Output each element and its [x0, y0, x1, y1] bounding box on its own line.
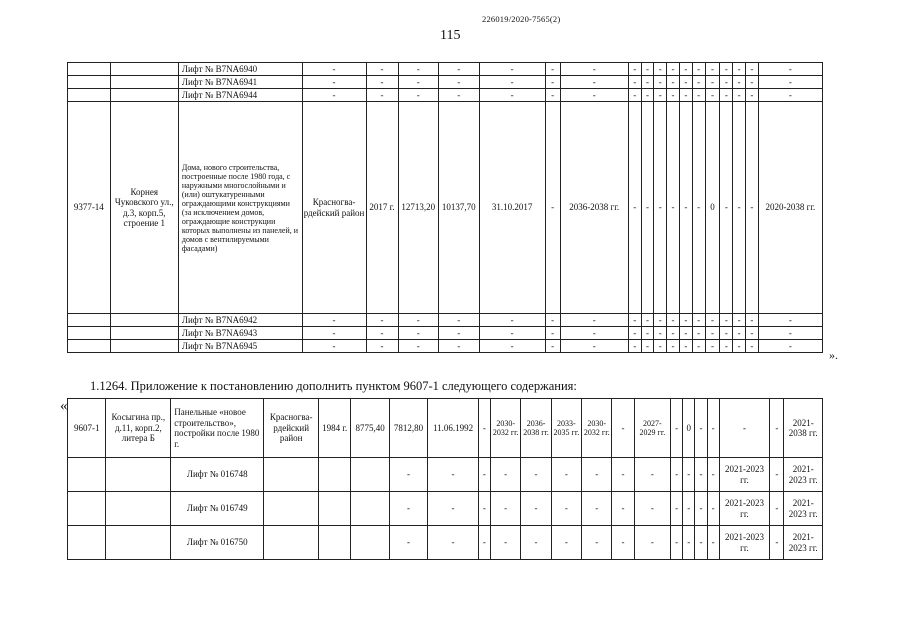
value-cell: -	[671, 458, 683, 492]
value-cell: -	[490, 458, 520, 492]
empty-cell	[351, 492, 389, 526]
document-id: 226019/2020-7565(2)	[482, 14, 561, 24]
building-number: 9377-14	[68, 102, 111, 314]
value-cell: -	[521, 458, 551, 492]
value-cell: -	[654, 63, 667, 76]
value-cell: -	[628, 102, 641, 314]
value-cell: -	[641, 89, 654, 102]
value-cell: -	[679, 89, 692, 102]
lift-name-cell: Лифт № B7NA6942	[178, 314, 302, 327]
value-cell: -	[705, 76, 720, 89]
value-cell: -	[695, 399, 707, 458]
total-period-cell: 2021-2038 гг.	[784, 399, 823, 458]
value-cell: -	[683, 526, 695, 560]
value-cell: -	[628, 327, 641, 340]
empty-cell	[110, 327, 178, 340]
empty-cell	[264, 458, 319, 492]
value-cell: -	[705, 314, 720, 327]
empty-cell	[68, 63, 111, 76]
closing-quote: ».	[829, 348, 838, 362]
address-cell: Косыгина пр., д.11, корп.2, литера Б	[106, 399, 171, 458]
value-cell: -	[745, 340, 758, 353]
period-cell: 2036-2038 гг.	[521, 399, 551, 458]
value-cell: -	[389, 526, 427, 560]
empty-cell	[68, 76, 111, 89]
value-cell: -	[733, 340, 746, 353]
value-cell: -	[707, 492, 719, 526]
table-row	[68, 89, 823, 102]
value-cell: -	[628, 340, 641, 353]
page-number: 115	[440, 28, 461, 43]
value-cell: -	[479, 89, 545, 102]
empty-cell	[110, 89, 178, 102]
value-cell: -	[302, 327, 366, 340]
value-cell: -	[641, 102, 654, 314]
value-cell: -	[707, 399, 719, 458]
value-cell: -	[551, 526, 581, 560]
table-row	[68, 340, 823, 353]
value-cell: -	[679, 76, 692, 89]
value-cell: -	[366, 63, 398, 76]
value-cell: -	[398, 327, 439, 340]
district-cell: Красногва-рдейский район	[264, 399, 319, 458]
empty-cell	[318, 526, 350, 560]
value-cell: -	[302, 314, 366, 327]
value-cell: -	[582, 458, 612, 492]
date-cell: 11.06.1992	[428, 399, 479, 458]
value-cell: -	[490, 526, 520, 560]
value-cell: -	[692, 102, 705, 314]
value-cell: -	[479, 327, 545, 340]
value-cell: -	[745, 63, 758, 76]
value-cell: -	[366, 340, 398, 353]
value-cell: -	[679, 102, 692, 314]
value-cell: -	[745, 89, 758, 102]
value-cell: -	[733, 102, 746, 314]
table-row	[68, 102, 823, 314]
value-cell: -	[479, 63, 545, 76]
value-cell: -	[545, 102, 560, 314]
value-cell: -	[560, 63, 628, 76]
value-cell: -	[692, 327, 705, 340]
value-cell: -	[560, 89, 628, 102]
period-cell: 2030-2032 гг.	[490, 399, 520, 458]
empty-cell	[264, 492, 319, 526]
value-cell: -	[612, 458, 634, 492]
value-cell: -	[758, 340, 822, 353]
total-period-cell: 2021-2023 гг.	[784, 458, 823, 492]
value-cell: -	[389, 458, 427, 492]
value-cell: -	[366, 314, 398, 327]
empty-cell	[68, 458, 106, 492]
value-cell: -	[398, 89, 439, 102]
value-cell: -	[683, 492, 695, 526]
value-cell: -	[641, 314, 654, 327]
empty-cell	[68, 492, 106, 526]
value-cell: -	[720, 327, 733, 340]
value-cell: -	[439, 89, 480, 102]
value-cell: -	[720, 102, 733, 314]
value-cell: -	[560, 76, 628, 89]
value-cell: -	[428, 492, 479, 526]
value-cell: -	[758, 89, 822, 102]
value-cell: -	[398, 314, 439, 327]
value-cell: -	[654, 314, 667, 327]
empty-cell	[106, 526, 171, 560]
value-cell: -	[758, 314, 822, 327]
value-cell: -	[733, 327, 746, 340]
value-cell: -	[733, 314, 746, 327]
value-cell: -	[641, 63, 654, 76]
total-period-cell: 2021-2023 гг.	[784, 492, 823, 526]
value-cell: -	[671, 399, 683, 458]
empty-cell	[351, 526, 389, 560]
value-cell: -	[745, 102, 758, 314]
value-cell: -	[560, 314, 628, 327]
year-cell: 1984 г.	[318, 399, 350, 458]
table-row	[68, 63, 823, 76]
value-cell: -	[692, 63, 705, 76]
value-cell: -	[692, 89, 705, 102]
value-cell: -	[692, 340, 705, 353]
empty-cell	[68, 526, 106, 560]
empty-cell	[110, 340, 178, 353]
value-cell: -	[545, 63, 560, 76]
value-cell: -	[628, 89, 641, 102]
value-cell: -	[720, 340, 733, 353]
lift-name-cell: Лифт № 016748	[171, 458, 264, 492]
table-row	[68, 526, 823, 560]
value-cell: -	[667, 76, 680, 89]
table-row	[68, 399, 823, 458]
value-cell: -	[720, 76, 733, 89]
value-cell: -	[667, 340, 680, 353]
value-cell: -	[398, 76, 439, 89]
table-row	[68, 314, 823, 327]
value-cell: -	[720, 314, 733, 327]
description-cell: Панельные «новое строительство», постройки после 1980 г.	[171, 399, 264, 458]
value-cell: -	[439, 63, 480, 76]
value-cell: -	[679, 327, 692, 340]
value-cell: -	[479, 340, 545, 353]
value-cell: -	[770, 492, 784, 526]
value-cell: -	[366, 89, 398, 102]
value-cell: -	[667, 63, 680, 76]
period-cell: 2030-2032 гг.	[582, 399, 612, 458]
value-cell: -	[671, 492, 683, 526]
value-cell: -	[612, 526, 634, 560]
value-cell: -	[428, 526, 479, 560]
value-cell: -	[634, 492, 670, 526]
value-cell: -	[733, 76, 746, 89]
lift-name-cell: Лифт № B7NA6945	[178, 340, 302, 353]
period-cell: 2036-2038 гг.	[560, 102, 628, 314]
value-cell: -	[695, 526, 707, 560]
lift-name-cell: Лифт № B7NA6944	[178, 89, 302, 102]
value-cell: -	[302, 340, 366, 353]
value-cell: -	[545, 340, 560, 353]
area2-cell: 10137,70	[439, 102, 480, 314]
value-cell: -	[720, 89, 733, 102]
value-cell: -	[366, 76, 398, 89]
area1-cell: 8775,40	[351, 399, 389, 458]
value-cell: -	[439, 340, 480, 353]
address-cell: Корнея Чуковского ул., д.3, корп.5, строение 1	[110, 102, 178, 314]
empty-cell	[68, 89, 111, 102]
value-cell: 0	[683, 399, 695, 458]
empty-cell	[351, 458, 389, 492]
value-cell: -	[439, 314, 480, 327]
value-cell: -	[745, 314, 758, 327]
value-cell: -	[733, 63, 746, 76]
lift-name-cell: Лифт № B7NA6943	[178, 327, 302, 340]
lift-name-cell: Лифт № 016750	[171, 526, 264, 560]
value-cell: -	[679, 340, 692, 353]
value-cell: -	[560, 327, 628, 340]
area1-cell: 12713,20	[398, 102, 439, 314]
value-cell: -	[679, 63, 692, 76]
empty-cell	[264, 526, 319, 560]
value-cell: -	[302, 89, 366, 102]
value-cell: -	[478, 399, 490, 458]
value-cell: -	[654, 89, 667, 102]
total-period-cell: 2020-2038 гг.	[758, 102, 822, 314]
value-cell: -	[695, 492, 707, 526]
value-cell: -	[634, 458, 670, 492]
date-cell: 31.10.2017	[479, 102, 545, 314]
value-cell: -	[683, 458, 695, 492]
value-cell: -	[439, 76, 480, 89]
building-number: 9607-1	[68, 399, 106, 458]
section-heading: 1.1264. Приложение к постановлению дополнить пунктом 9607-1 следующего содержания:	[90, 379, 577, 393]
value-cell: -	[551, 492, 581, 526]
value-cell: -	[545, 314, 560, 327]
value-cell: 0	[705, 102, 720, 314]
value-cell: -	[692, 314, 705, 327]
value-cell: -	[745, 327, 758, 340]
value-cell: -	[654, 327, 667, 340]
value-cell: -	[770, 526, 784, 560]
value-cell: -	[612, 399, 634, 458]
value-cell: -	[667, 102, 680, 314]
value-cell: -	[479, 314, 545, 327]
table-row	[68, 492, 823, 526]
value-cell: -	[770, 399, 784, 458]
value-cell: -	[478, 458, 490, 492]
value-cell: -	[707, 526, 719, 560]
value-cell: -	[545, 327, 560, 340]
lift-name-cell: Лифт № B7NA6940	[178, 63, 302, 76]
table-9607-1	[67, 398, 823, 560]
value-cell: -	[720, 63, 733, 76]
value-cell: -	[428, 458, 479, 492]
value-cell: -	[479, 76, 545, 89]
table-row	[68, 458, 823, 492]
value-cell: -	[389, 492, 427, 526]
area2-cell: 7812,80	[389, 399, 427, 458]
value-cell: -	[705, 89, 720, 102]
period-cell: 2021-2023 гг.	[719, 492, 770, 526]
value-cell: -	[654, 76, 667, 89]
empty-cell	[106, 458, 171, 492]
value-cell: -	[521, 492, 551, 526]
value-cell: -	[545, 89, 560, 102]
value-cell: -	[667, 327, 680, 340]
empty-cell	[318, 492, 350, 526]
value-cell: -	[366, 327, 398, 340]
value-cell: -	[641, 76, 654, 89]
value-cell: -	[302, 63, 366, 76]
empty-cell	[68, 327, 111, 340]
value-cell: -	[770, 458, 784, 492]
value-cell: -	[478, 526, 490, 560]
period-cell: 2033-2035 гг.	[551, 399, 581, 458]
value-cell: -	[560, 340, 628, 353]
empty-cell	[318, 458, 350, 492]
period-cell: 2021-2023 гг.	[719, 458, 770, 492]
value-cell: -	[521, 526, 551, 560]
value-cell: -	[733, 89, 746, 102]
value-cell: -	[612, 492, 634, 526]
value-cell: -	[582, 526, 612, 560]
value-cell: -	[398, 340, 439, 353]
empty-cell	[106, 492, 171, 526]
table-9377-14	[67, 62, 823, 353]
value-cell: -	[695, 458, 707, 492]
empty-cell	[110, 314, 178, 327]
period-cell: 2021-2023 гг.	[719, 526, 770, 560]
value-cell: -	[705, 340, 720, 353]
value-cell: -	[641, 340, 654, 353]
value-cell: -	[671, 526, 683, 560]
value-cell: -	[628, 63, 641, 76]
opening-quote: «	[60, 398, 68, 414]
value-cell: -	[758, 327, 822, 340]
year-cell: 2017 г.	[366, 102, 398, 314]
value-cell: -	[634, 526, 670, 560]
value-cell: -	[302, 76, 366, 89]
value-cell: -	[758, 76, 822, 89]
value-cell: -	[745, 76, 758, 89]
table-row	[68, 327, 823, 340]
value-cell: -	[628, 76, 641, 89]
empty-cell	[110, 63, 178, 76]
value-cell: -	[398, 63, 439, 76]
value-cell: -	[490, 492, 520, 526]
empty-cell	[110, 76, 178, 89]
value-cell: -	[628, 314, 641, 327]
period-cell: 2027-2029 гг.	[634, 399, 670, 458]
value-cell: -	[667, 314, 680, 327]
district-cell: Красногва-рдейский район	[302, 102, 366, 314]
value-cell: -	[551, 458, 581, 492]
total-period-cell: 2021-2023 гг.	[784, 526, 823, 560]
lift-name-cell: Лифт № B7NA6941	[178, 76, 302, 89]
value-cell: -	[439, 327, 480, 340]
value-cell: -	[478, 492, 490, 526]
description-cell: Дома, нового строительства, построенные после 1980 года, с наружными многослойными и (или) оштукатуренными ограждающими конструкциями (за исключением домов, ограждающие конструкции которых выполнены из панелей, и домов с вентилируемыми фасадами)	[178, 102, 302, 314]
value-cell: -	[582, 492, 612, 526]
lift-name-cell: Лифт № 016749	[171, 492, 264, 526]
empty-cell	[68, 340, 111, 353]
value-cell: -	[679, 314, 692, 327]
value-cell: -	[545, 76, 560, 89]
table-row	[68, 76, 823, 89]
value-cell: -	[654, 340, 667, 353]
value-cell: -	[641, 327, 654, 340]
value-cell: -	[707, 458, 719, 492]
value-cell: -	[719, 399, 770, 458]
empty-cell	[68, 314, 111, 327]
value-cell: -	[705, 63, 720, 76]
value-cell: -	[758, 63, 822, 76]
value-cell: -	[692, 76, 705, 89]
value-cell: -	[705, 327, 720, 340]
value-cell: -	[667, 89, 680, 102]
value-cell: -	[654, 102, 667, 314]
